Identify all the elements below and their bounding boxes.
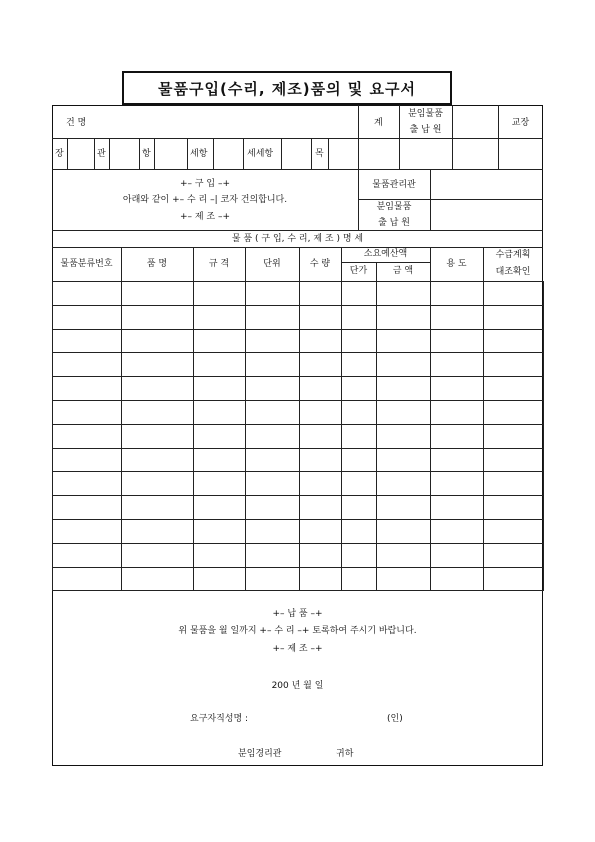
table-cell[interactable] (300, 543, 342, 567)
table-row (53, 519, 544, 543)
table-cell[interactable] (53, 282, 122, 306)
table-row (53, 472, 544, 496)
rule-v-b3 (109, 138, 110, 169)
table-cell[interactable] (342, 353, 377, 377)
gye-label: 계 (374, 118, 383, 128)
footer-line-bot: +– 제 조 –+ (272, 644, 323, 654)
rule-v-b1 (67, 138, 68, 169)
table-cell[interactable] (122, 519, 194, 543)
principal-label: 교장 (511, 118, 530, 128)
table-cell[interactable] (53, 353, 122, 377)
table-cell[interactable] (194, 377, 246, 401)
footer-line-mid: 위 물품을 월 일까지 +– 수 리 –+ 토록하여 주시기 바랍니다. (178, 626, 417, 636)
table-cell[interactable] (342, 400, 377, 424)
table-cell[interactable] (431, 400, 484, 424)
rule-v-b9 (281, 138, 282, 169)
col-category: 물품분류번호 (60, 259, 113, 269)
table-cell[interactable] (431, 305, 484, 329)
table-cell[interactable] (377, 329, 431, 353)
honorific: 귀하 (336, 749, 354, 759)
col-unit: 단위 (263, 259, 281, 269)
table-row (53, 400, 544, 424)
document-title (122, 71, 452, 105)
table-cell[interactable] (377, 567, 431, 591)
table-cell[interactable] (484, 519, 544, 543)
table-cell[interactable] (300, 424, 342, 448)
subject-label: 건 명 (66, 118, 87, 128)
table-row (53, 543, 544, 567)
rule-v-b7 (213, 138, 214, 169)
table-cell[interactable] (122, 353, 194, 377)
table-cell[interactable] (300, 305, 342, 329)
budget-hang: 항 (142, 149, 151, 159)
table-cell[interactable] (431, 282, 484, 306)
table-cell[interactable] (53, 424, 122, 448)
table-row (53, 496, 544, 520)
table-cell[interactable] (431, 567, 484, 591)
col-spec: 규 격 (208, 259, 230, 269)
table-cell[interactable] (377, 519, 431, 543)
title-text: 물품구입(수리, 제조)품의 및 요구서 (158, 79, 416, 98)
table-cell[interactable] (431, 424, 484, 448)
table-cell[interactable] (431, 496, 484, 520)
table-cell[interactable] (484, 543, 544, 567)
table-cell[interactable] (194, 400, 246, 424)
rule-header (52, 138, 543, 139)
table-cell[interactable] (300, 567, 342, 591)
table-cell[interactable] (342, 377, 377, 401)
budget-jang: 장 (55, 149, 64, 159)
table-row (53, 567, 544, 591)
table-cell[interactable] (377, 543, 431, 567)
table-cell[interactable] (53, 543, 122, 567)
footer-date: 200 년 월 일 (271, 681, 324, 691)
table-cell[interactable] (53, 305, 122, 329)
table-cell[interactable] (122, 305, 194, 329)
col-qty: 수 량 (309, 259, 331, 269)
table-cell[interactable] (377, 353, 431, 377)
dept-label-1: 분임물품 (408, 109, 443, 119)
table-cell[interactable] (431, 329, 484, 353)
table-cell[interactable] (246, 377, 300, 401)
table-cell[interactable] (377, 400, 431, 424)
table-cell[interactable] (53, 400, 122, 424)
table-cell[interactable] (53, 496, 122, 520)
rule-officer (358, 199, 543, 200)
table-row (53, 329, 544, 353)
table-cell[interactable] (300, 400, 342, 424)
footer-line-top: +– 납 품 –+ (272, 609, 323, 619)
table-cell[interactable] (431, 377, 484, 401)
rule-v-principal (498, 105, 499, 169)
table-cell[interactable] (484, 472, 544, 496)
rule-v-dept (452, 105, 453, 169)
items-table (52, 281, 544, 591)
rule-v-officer (430, 169, 431, 230)
rule-section-title (52, 247, 543, 248)
table-row (53, 353, 544, 377)
rule-v-b10 (311, 138, 312, 169)
table-cell[interactable] (377, 472, 431, 496)
table-cell[interactable] (194, 543, 246, 567)
rule-v-b11 (328, 138, 329, 169)
table-cell[interactable] (53, 329, 122, 353)
col-amount: 금 액 (392, 266, 414, 276)
rule-v-b2 (94, 138, 95, 169)
clerk-label-2: 출 납 원 (378, 218, 410, 228)
table-cell[interactable] (194, 448, 246, 472)
table-cell[interactable] (246, 448, 300, 472)
table-row (53, 448, 544, 472)
table-cell[interactable] (342, 519, 377, 543)
table-row (53, 305, 544, 329)
col-plan-1: 수급계획 (495, 250, 531, 260)
budget-sesehang: 세세항 (247, 149, 274, 159)
table-cell[interactable] (194, 496, 246, 520)
table-cell[interactable] (53, 567, 122, 591)
table-cell[interactable] (246, 305, 300, 329)
table-cell[interactable] (53, 519, 122, 543)
table-cell[interactable] (377, 282, 431, 306)
table-cell[interactable] (300, 329, 342, 353)
addressee: 분임경리관 (238, 749, 282, 759)
table-cell[interactable] (300, 519, 342, 543)
table-cell[interactable] (53, 377, 122, 401)
table-cell[interactable] (122, 282, 194, 306)
table-row (53, 282, 544, 306)
table-cell[interactable] (194, 519, 246, 543)
budget-gwan: 관 (97, 149, 106, 159)
table-cell[interactable] (431, 353, 484, 377)
items-section-title: 물 품 ( 구 입, 수 리, 제 조 ) 명 세 (231, 234, 364, 244)
table-cell[interactable] (246, 329, 300, 353)
table-row (53, 377, 544, 401)
table-cell[interactable] (194, 282, 246, 306)
table-cell[interactable] (122, 543, 194, 567)
table-cell[interactable] (342, 329, 377, 353)
table-cell[interactable] (53, 448, 122, 472)
table-cell[interactable] (377, 377, 431, 401)
table-cell[interactable] (377, 424, 431, 448)
table-cell[interactable] (300, 472, 342, 496)
table-cell[interactable] (484, 400, 544, 424)
rule-v-b8 (243, 138, 244, 169)
table-cell[interactable] (122, 472, 194, 496)
rule-budget-split (341, 262, 430, 263)
table-cell[interactable] (484, 448, 544, 472)
request-line-top: +– 구 입 –+ (179, 179, 231, 189)
table-cell[interactable] (300, 353, 342, 377)
table-cell[interactable] (377, 448, 431, 472)
budget-mok: 목 (315, 149, 324, 159)
table-cell[interactable] (342, 543, 377, 567)
table-cell[interactable] (484, 282, 544, 306)
rule-request (52, 230, 543, 231)
col-purpose: 용 도 (446, 259, 467, 269)
clerk-label-1: 분임물품 (376, 202, 412, 212)
table-cell[interactable] (484, 305, 544, 329)
col-name: 품 명 (146, 259, 168, 269)
rule-v-b4 (139, 138, 140, 169)
table-cell[interactable] (122, 567, 194, 591)
table-cell[interactable] (377, 305, 431, 329)
table-cell[interactable] (342, 448, 377, 472)
table-cell[interactable] (246, 519, 300, 543)
table-cell[interactable] (342, 424, 377, 448)
table-cell[interactable] (122, 496, 194, 520)
table-cell[interactable] (342, 305, 377, 329)
table-cell[interactable] (246, 472, 300, 496)
table-cell[interactable] (194, 329, 246, 353)
table-cell[interactable] (246, 353, 300, 377)
officer-label: 물품관리관 (372, 180, 416, 190)
table-cell[interactable] (484, 329, 544, 353)
table-cell[interactable] (246, 543, 300, 567)
table-cell[interactable] (342, 282, 377, 306)
table-cell[interactable] (53, 472, 122, 496)
table-cell[interactable] (431, 448, 484, 472)
rule-v-b5 (154, 138, 155, 169)
table-cell[interactable] (122, 329, 194, 353)
col-plan-2: 대조확인 (495, 267, 531, 277)
table-cell[interactable] (246, 424, 300, 448)
table-cell[interactable] (122, 448, 194, 472)
table-cell[interactable] (300, 377, 342, 401)
table-cell[interactable] (194, 424, 246, 448)
table-cell[interactable] (484, 377, 544, 401)
table-row (53, 424, 544, 448)
table-cell[interactable] (300, 496, 342, 520)
table-cell[interactable] (484, 353, 544, 377)
table-cell[interactable] (194, 567, 246, 591)
dept-label-2: 출 납 원 (409, 125, 442, 135)
rule-budget (52, 169, 543, 170)
rule-v-b6 (187, 138, 188, 169)
table-cell[interactable] (377, 496, 431, 520)
seal-mark: (인) (387, 714, 403, 724)
budget-sehang: 세항 (190, 149, 208, 159)
table-cell[interactable] (246, 567, 300, 591)
table-cell[interactable] (122, 377, 194, 401)
table-cell[interactable] (484, 424, 544, 448)
request-line-mid: 아래와 같이 +– 수 리 –| 코자 건의합니다. (122, 195, 288, 205)
table-cell[interactable] (342, 472, 377, 496)
table-cell[interactable] (246, 282, 300, 306)
table-cell[interactable] (194, 472, 246, 496)
table-cell[interactable] (431, 519, 484, 543)
col-unit-price: 단가 (349, 266, 368, 276)
table-cell[interactable] (484, 496, 544, 520)
col-budget: 소요예산액 (363, 249, 408, 259)
table-cell[interactable] (246, 496, 300, 520)
table-cell[interactable] (300, 282, 342, 306)
table-cell[interactable] (246, 400, 300, 424)
request-line-bot: +– 제 조 –+ (179, 212, 231, 222)
table-cell[interactable] (122, 424, 194, 448)
table-cell[interactable] (342, 496, 377, 520)
table-cell[interactable] (194, 353, 246, 377)
table-cell[interactable] (122, 400, 194, 424)
table-cell[interactable] (484, 567, 544, 591)
table-cell[interactable] (194, 305, 246, 329)
table-cell[interactable] (300, 448, 342, 472)
table-cell[interactable] (431, 472, 484, 496)
table-cell[interactable] (431, 543, 484, 567)
requester-label: 요구자직성명 : (190, 714, 249, 724)
table-cell[interactable] (342, 567, 377, 591)
